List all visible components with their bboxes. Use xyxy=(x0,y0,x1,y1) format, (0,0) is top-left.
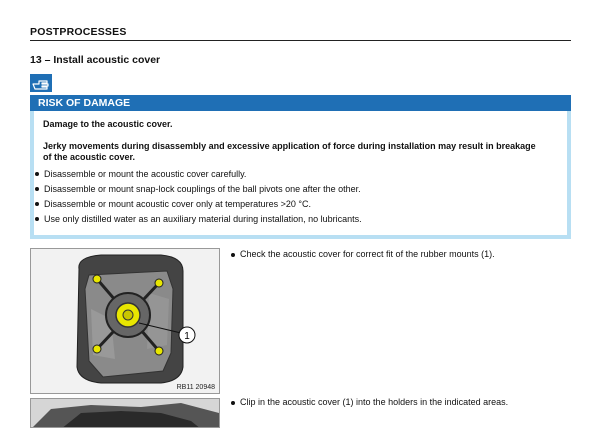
risk-list xyxy=(34,167,362,227)
holders-illustration xyxy=(31,399,219,428)
risk-of-damage-box xyxy=(30,95,571,239)
risk-lead: Damage to the acoustic cover. xyxy=(43,119,173,129)
section-title: POSTPROCESSES xyxy=(30,26,127,38)
instruction-clip-in: Clip in the acoustic cover (1) into the holders in the indicated areas. xyxy=(230,397,508,407)
acoustic-cover-illustration xyxy=(31,249,219,393)
holders-figure xyxy=(30,398,220,428)
acoustic-cover-figure xyxy=(30,248,220,394)
callout-label: 1 xyxy=(184,331,190,342)
list-item: Disassemble or mount the acoustic cover carefully. xyxy=(34,167,362,182)
hand-pointer-icon xyxy=(30,74,52,92)
risk-warning: Jerky movements during disassembly and excessive application of force during installation may result in breakage of the acoustic cover. xyxy=(43,141,536,162)
title-divider xyxy=(30,40,571,41)
step-title: 13 – Install acoustic cover xyxy=(30,54,161,66)
figure-code: RB11 20948 xyxy=(176,384,215,391)
list-item: Disassemble or mount acoustic cover only at temperatures >20 °C. xyxy=(34,197,362,212)
list-item: Disassemble or mount snap-lock couplings of the ball pivots one after the other. xyxy=(34,182,362,197)
list-item: Use only distilled water as an auxiliary material during installation, no lubricants. xyxy=(34,212,362,227)
instruction-check-fit: Check the acoustic cover for correct fit of the rubber mounts (1). xyxy=(230,249,495,259)
risk-body xyxy=(34,111,567,235)
risk-header: RISK OF DAMAGE xyxy=(30,95,571,111)
